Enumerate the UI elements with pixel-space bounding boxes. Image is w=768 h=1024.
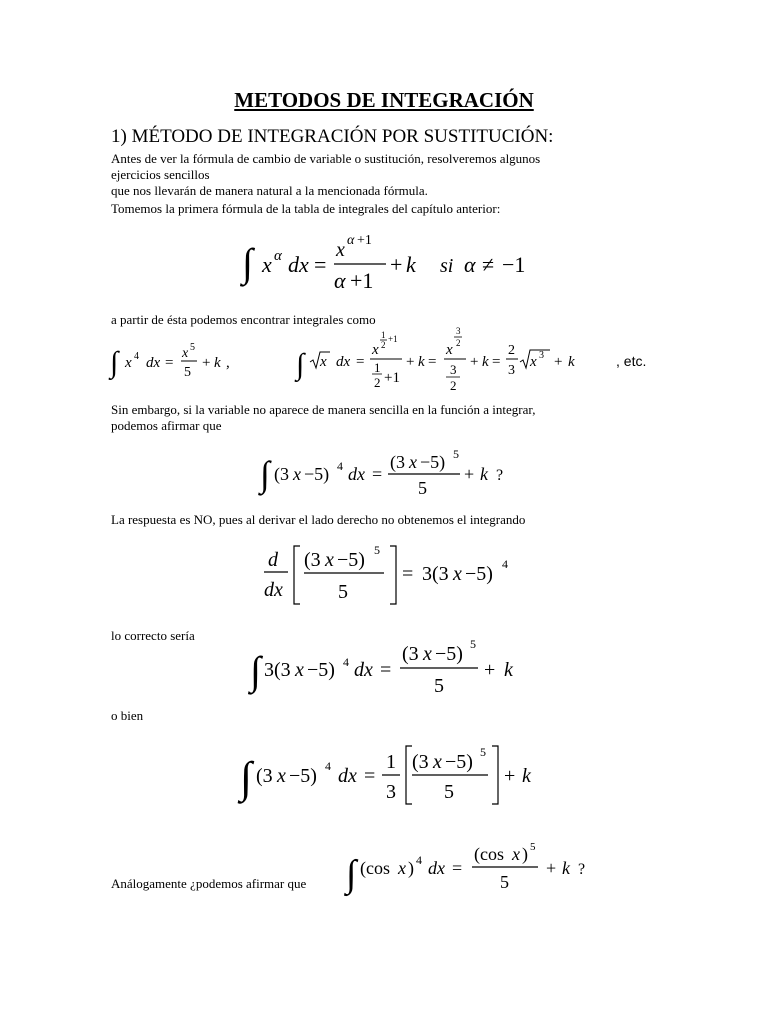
svg-text:5: 5: [184, 365, 191, 380]
svg-text:k: k: [504, 659, 513, 681]
svg-text:+: +: [546, 858, 557, 878]
svg-text:k: k: [522, 765, 531, 787]
paragraph-line: La respuesta es NO, pues al derivar el lado derecho no obtenemos el integrando: [111, 512, 526, 527]
svg-text:5: 5: [470, 637, 476, 651]
svg-text:5: 5: [500, 872, 509, 892]
svg-text:k: k: [480, 464, 488, 484]
svg-text:=: =: [364, 765, 376, 787]
svg-text:4: 4: [337, 459, 343, 473]
svg-text:dx: dx: [338, 765, 357, 787]
svg-text:x: x: [398, 858, 406, 878]
svg-text:(cos: (cos: [474, 844, 504, 864]
svg-text:k: k: [214, 355, 221, 371]
svg-text:=: =: [492, 354, 501, 370]
svg-text:+: +: [202, 355, 211, 371]
svg-text:5: 5: [530, 841, 536, 853]
svg-text:1: 1: [374, 360, 381, 375]
correct-formula: [250, 638, 530, 698]
power-rule-formula: [240, 228, 540, 298]
svg-text:α: α: [274, 248, 282, 264]
svg-text:x: x: [512, 844, 520, 864]
svg-text:dx: dx: [428, 858, 445, 878]
svg-text:5: 5: [338, 581, 348, 603]
svg-text:−5): −5): [289, 765, 317, 787]
question-formula: [260, 446, 520, 502]
paragraph-line: Análogamente ¿podemos afirmar que: [111, 876, 307, 891]
svg-text:+: +: [484, 659, 496, 681]
svg-text:3: 3: [456, 326, 461, 336]
svg-text:4: 4: [416, 853, 422, 867]
svg-text:x: x: [293, 464, 301, 484]
example-integral-sqrt: [296, 326, 647, 406]
svg-text:α: α: [464, 252, 476, 277]
paragraph-line: Sin embargo, si la variable no aparece de manera sencilla en la función a integrar,: [111, 402, 536, 417]
svg-text:(cos: (cos: [360, 858, 390, 878]
svg-text:=: =: [356, 354, 365, 370]
svg-text:x: x: [530, 354, 537, 370]
svg-text:−5): −5): [445, 751, 473, 773]
svg-text:−5): −5): [337, 549, 365, 571]
question-mark: ?: [496, 467, 504, 484]
paragraph-line: Antes de ver la fórmula de cambio de variable o sustitución, resolveremos algunos: [111, 151, 541, 166]
svg-text:x: x: [409, 452, 417, 472]
svg-text:dx: dx: [348, 464, 365, 484]
svg-text:(3: (3: [390, 452, 405, 472]
svg-text:α: α: [334, 268, 346, 293]
etc-label: , etc.: [616, 353, 647, 369]
paragraph-line: Tomemos la primera fórmula de la tabla de integrales del capítulo anterior:: [111, 201, 501, 216]
svg-text:3: 3: [539, 350, 544, 361]
svg-text:x: x: [125, 355, 132, 371]
example-integral-x4: [110, 340, 250, 390]
svg-text:dx: dx: [354, 659, 373, 681]
svg-text:−5): −5): [435, 643, 463, 665]
svg-text:k: k: [482, 354, 489, 370]
svg-text:+1: +1: [357, 233, 372, 248]
svg-text:=: =: [402, 563, 414, 585]
svg-text:5: 5: [190, 342, 195, 353]
svg-text:+: +: [504, 765, 516, 787]
svg-text:4: 4: [502, 557, 508, 571]
svg-text:=: =: [452, 858, 463, 878]
svg-text:∫: ∫: [242, 240, 253, 285]
svg-text:k: k: [568, 354, 575, 370]
svg-text:=: =: [428, 354, 437, 370]
svg-text:(3: (3: [304, 549, 321, 571]
svg-text:x: x: [295, 659, 304, 681]
svg-text:∫: ∫: [346, 853, 357, 895]
svg-text:5: 5: [418, 478, 427, 498]
svg-text:x: x: [277, 765, 286, 787]
svg-text:k: k: [418, 354, 425, 370]
alternative-formula: [240, 740, 540, 810]
svg-text:x: x: [446, 342, 453, 358]
svg-text:+: +: [554, 354, 563, 370]
svg-text:1: 1: [381, 330, 386, 340]
svg-text:x: x: [423, 643, 432, 665]
svg-text:(3: (3: [256, 765, 273, 787]
svg-text:+1: +1: [384, 370, 400, 386]
paragraph-line: ejercicios sencillos: [111, 167, 210, 182]
svg-text:1: 1: [386, 751, 396, 773]
svg-text:dx: dx: [264, 579, 283, 601]
svg-text:(3: (3: [402, 643, 419, 665]
svg-text:x: x: [372, 342, 379, 358]
section-heading: 1) MÉTODO DE INTEGRACIÓN POR SUSTITUCIÓN:: [111, 126, 554, 147]
svg-text:x: x: [262, 252, 272, 277]
svg-text:x: x: [325, 549, 334, 571]
svg-text:dx: dx: [288, 252, 309, 277]
svg-text:dx: dx: [146, 355, 161, 371]
svg-text:2: 2: [508, 343, 515, 358]
svg-text:5: 5: [453, 447, 459, 461]
svg-text:5: 5: [434, 675, 444, 697]
svg-text:−5): −5): [307, 659, 335, 681]
svg-text:=: =: [165, 355, 174, 371]
svg-text:k: k: [406, 252, 416, 277]
svg-text:(3: (3: [412, 751, 429, 773]
svg-text:∫: ∫: [240, 753, 253, 802]
svg-text:3: 3: [450, 362, 457, 377]
svg-text:5: 5: [374, 543, 380, 557]
svg-text:x: x: [336, 239, 345, 261]
svg-text:+: +: [406, 354, 415, 370]
condition-si: si: [440, 255, 454, 277]
svg-text:(3: (3: [274, 464, 289, 484]
svg-text:k: k: [562, 858, 570, 878]
paragraph-line: a partir de ésta podemos encontrar integrales como: [111, 312, 376, 327]
svg-text:3(3: 3(3: [422, 563, 449, 585]
svg-text:x: x: [182, 346, 189, 361]
svg-text:5: 5: [480, 745, 486, 759]
svg-text:−5): −5): [420, 452, 446, 472]
svg-text:x: x: [320, 354, 327, 370]
paragraph-line: podemos afirmar que: [111, 418, 222, 433]
svg-text:∫: ∫: [110, 346, 119, 379]
question-mark: ?: [578, 861, 586, 878]
svg-text:2: 2: [456, 338, 461, 348]
separator-comma: ,: [226, 355, 230, 371]
svg-text:5: 5: [444, 781, 454, 803]
svg-text:3: 3: [386, 781, 396, 803]
svg-text:): ): [408, 858, 414, 878]
svg-text:3(3: 3(3: [264, 659, 291, 681]
svg-text:+: +: [464, 464, 475, 484]
derivative-formula: [262, 540, 542, 610]
svg-text:+: +: [470, 354, 479, 370]
svg-text:4: 4: [134, 351, 139, 362]
svg-text:≠: ≠: [482, 252, 495, 277]
svg-text:3: 3: [508, 363, 515, 378]
cosine-question-formula: [346, 840, 616, 896]
svg-text:+1: +1: [388, 334, 398, 344]
svg-text:dx: dx: [336, 354, 351, 370]
svg-text:−5): −5): [465, 563, 493, 585]
svg-text:): ): [522, 844, 528, 864]
page-title: METODOS DE INTEGRACIÓN: [234, 88, 534, 112]
svg-text:x: x: [433, 751, 442, 773]
paragraph-line: que nos llevarán de manera natural a la mencionada fórmula.: [111, 183, 428, 198]
svg-text:4: 4: [343, 655, 349, 669]
svg-text:+: +: [390, 252, 403, 277]
svg-text:∫: ∫: [296, 348, 305, 381]
paragraph-line: lo correcto sería: [111, 628, 195, 643]
svg-text:α: α: [347, 233, 355, 248]
svg-text:x: x: [453, 563, 462, 585]
svg-text:4: 4: [325, 759, 331, 773]
svg-text:d: d: [268, 549, 278, 571]
svg-text:2: 2: [374, 375, 381, 390]
svg-text:−5): −5): [304, 464, 330, 484]
svg-text:=: =: [372, 464, 383, 484]
svg-text:2: 2: [381, 340, 386, 350]
svg-text:∫: ∫: [250, 648, 261, 693]
svg-text:−1: −1: [502, 252, 526, 277]
svg-text:=: =: [314, 252, 327, 277]
svg-text:+1: +1: [350, 268, 374, 293]
svg-text:=: =: [380, 659, 392, 681]
svg-text:∫: ∫: [260, 454, 270, 494]
paragraph-line: o bien: [111, 708, 144, 723]
svg-text:2: 2: [450, 378, 457, 393]
